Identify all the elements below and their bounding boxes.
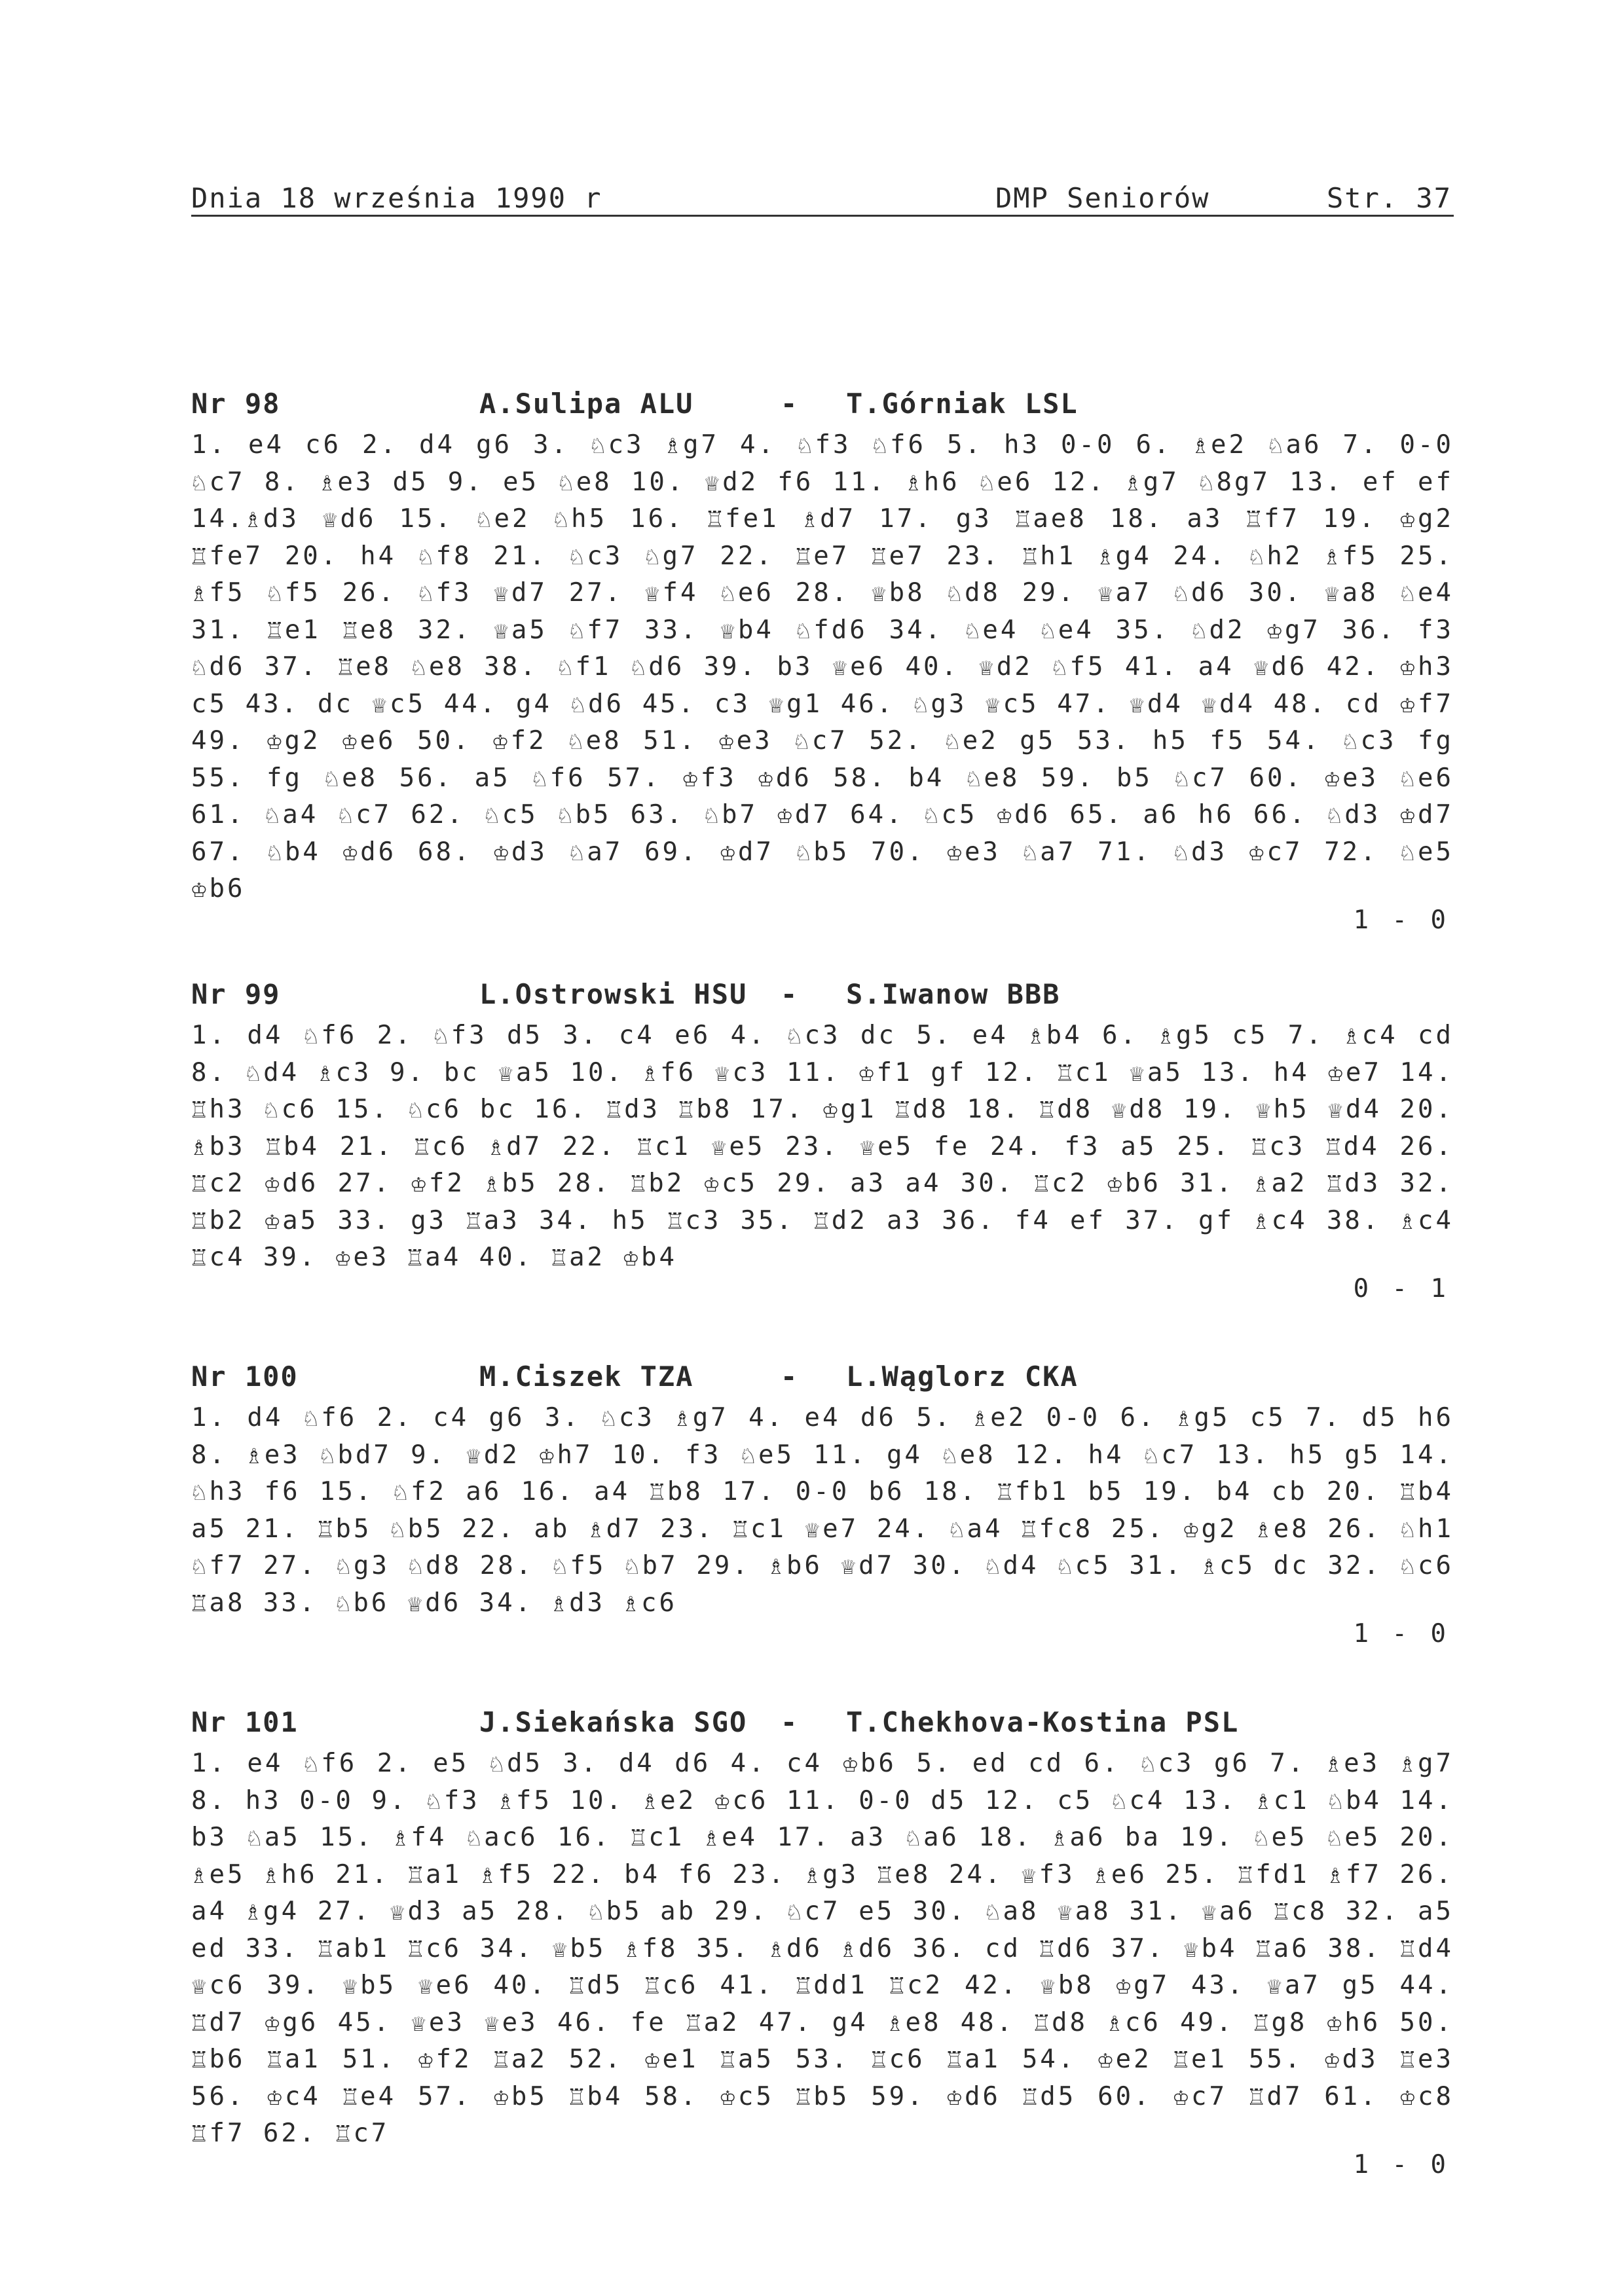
- black-player: L.Wąglorz CKA: [846, 1360, 1079, 1393]
- player-separator: -: [781, 978, 799, 1010]
- white-player: M.Ciszek TZA: [479, 1360, 694, 1393]
- game-moves: 1. e4 ♘f6 2. e5 ♘d5 3. d4 d6 4. c4 ♔b6 5. ed cd 6. ♘c3 g6 7. ♗e3 ♗g7 8. h3 0-0 9. ♘f3 ♗f5 10. ♗e2 ♔c6 11. 0-0 d5 12. c5 ♘c4 13. ♗c1 ♘b4 14. b3 ♘a5 15. ♗f4 ♘ac6 16. ♖c1 ♗e4 17. a3 ♘a6 18. ♗a6 ba 19. ♘e5 ♘e5 20. ♗e5 ♗h6 21. ♖a1 ♗f5 22. b4 f6 23. ♗g3 ♖e8 24. ♕f3 ♗e6 25. ♖fd1 ♗f7 26. a4 ♗g4 27. ♕d3 a5 28. ♘b5 ab 29. ♘c7 e5 30. ♘a8 ♕a8 31. ♕a6 ♖c8 32. a5 ed 33. ♖ab1 ♖c6 34. ♕b5 ♗f8 35. ♗d6 ♗d6 36. cd ♖d6 37. ♕b4 ♖a6 38. ♖d4 ♕c6 39. ♕b5 ♕e6 40. ♖d5 ♖c6 41. ♖dd1 ♖c2 42. ♕b8 ♔g7 43. ♕a7 g5 44. ♖d7 ♔g6 45. ♕e3 ♕e3 46. fe ♖a2 47. g4 ♗e8 48. ♖d8 ♗c6 49. ♖g8 ♔h6 50. ♖b6 ♖a1 51. ♔f2 ♖a2 52. ♔e1 ♖a5 53. ♖c6 ♖a1 54. ♔e2 ♖e1 55. ♔d3 ♖e3 56. ♔c4 ♖e4 57. ♔b5 ♖b4 58. ♔c5 ♖b5 59. ♔d6 ♖d5 60. ♔c7 ♖d7 61. ♔c8 ♖f7 62. ♖c7: [191, 1749, 1454, 2148]
- game-moves: 1. d4 ♘f6 2. ♘f3 d5 3. c4 e6 4. ♘c3 dc 5. e4 ♗b4 6. ♗g5 c5 7. ♗c4 cd 8. ♘d4 ♗c3 9. bc ♕a5 10. ♗f6 ♕c3 11. ♔f1 gf 12. ♖c1 ♕a5 13. h4 ♔e7 14. ♖h3 ♘c6 15. ♘c6 bc 16. ♖d3 ♖b8 17. ♔g1 ♖d8 18. ♖d8 ♕d8 19. ♕h5 ♕d4 20. ♗b3 ♖b4 21. ♖c6 ♗d7 22. ♖c1 ♕e5 23. ♕e5 fe 24. f3 a5 25. ♖c3 ♖d4 26. ♖c2 ♔d6 27. ♔f2 ♗b5 28. ♖b2 ♔c5 29. a3 a4 30. ♖c2 ♔b6 31. ♗a2 ♖d3 32. ♖b2 ♔a5 33. g3 ♖a3 34. h5 ♖c3 35. ♖d2 a3 36. f4 ef 37. gf ♗c4 38. ♗c4 ♖c4 39. ♔e3 ♖a4 40. ♖a2 ♔b4: [191, 1021, 1454, 1272]
- player-separator: -: [781, 388, 799, 420]
- white-player: A.Sulipa ALU: [479, 388, 694, 420]
- game-heading: [191, 1360, 1454, 1397]
- game-result: 1 - 0: [1353, 2149, 1450, 2179]
- game-101: [191, 1706, 1454, 2181]
- page-header: [191, 182, 1454, 217]
- black-player: S.Iwanow BBB: [846, 978, 1061, 1010]
- white-player: J.Siekańska SGO: [479, 1706, 748, 1738]
- game-moves: 1. e4 c6 2. d4 g6 3. ♘c3 ♗g7 4. ♘f3 ♘f6 5. h3 0-0 6. ♗e2 ♘a6 7. 0-0 ♘c7 8. ♗e3 d5 9. e5 ♘e8 10. ♕d2 f6 11. ♗h6 ♘e6 12. ♗g7 ♘8g7 13. ef ef 14.♗d3 ♕d6 15. ♘e2 ♘h5 16. ♖fe1 ♗d7 17. g3 ♖ae8 18. a3 ♖f7 19. ♔g2 ♖fe7 20. h4 ♘f8 21. ♘c3 ♘g7 22. ♖e7 ♖e7 23. ♖h1 ♗g4 24. ♘h2 ♗f5 25. ♗f5 ♘f5 26. ♘f3 ♕d7 27. ♕f4 ♘e6 28. ♕b8 ♘d8 29. ♕a7 ♘d6 30. ♕a8 ♘e4 31. ♖e1 ♖e8 32. ♕a5 ♘f7 33. ♕b4 ♘fd6 34. ♘e4 ♘e4 35. ♘d2 ♔g7 36. f3 ♘d6 37. ♖e8 ♘e8 38. ♘f1 ♘d6 39. b3 ♕e6 40. ♕d2 ♘f5 41. a4 ♕d6 42. ♔h3 c5 43. dc ♕c5 44. g4 ♘d6 45. c3 ♕g1 46. ♘g3 ♕c5 47. ♕d4 ♕d4 48. cd ♔f7 49. ♔g2 ♔e6 50. ♔f2 ♘e8 51. ♔e3 ♘c7 52. ♘e2 g5 53. h5 f5 54. ♘c3 fg 55. fg ♘e8 56. a5 ♘f6 57. ♔f3 ♔d6 58. b4 ♘e8 59. b5 ♘c7 60. ♔e3 ♘e6 61. ♘a4 ♘c7 62. ♘c5 ♘b5 63. ♘b7 ♔d7 64. ♘c5 ♔d6 65. a6 h6 66. ♘d3 ♔d7 67. ♘b4 ♔d6 68. ♔d3 ♘a7 69. ♔d7 ♘b5 70. ♔e3 ♘a7 71. ♘d3 ♔c7 72. ♘e5 ♔b6: [191, 430, 1454, 903]
- game-heading: [191, 1706, 1454, 1743]
- game-heading: [191, 978, 1454, 1015]
- header-page-number: Str. 37: [1327, 182, 1452, 214]
- game-result: 1 - 0: [1353, 1619, 1450, 1649]
- game-number: Nr 100: [191, 1360, 299, 1393]
- black-player: T.Chekhova-Kostina PSL: [846, 1706, 1240, 1738]
- game-moves: 1. d4 ♘f6 2. c4 g6 3. ♘c3 ♗g7 4. e4 d6 5. ♗e2 0-0 6. ♗g5 c5 7. d5 h6 8. ♗e3 ♘bd7 9. ♕d2 ♔h7 10. f3 ♘e5 11. g4 ♘e8 12. h4 ♘c7 13. h5 g5 14. ♘h3 f6 15. ♘f2 a6 16. a4 ♖b8 17. 0-0 b6 18. ♖fb1 b5 19. b4 cb 20. ♖b4 a5 21. ♖b5 ♘b5 22. ab ♗d7 23. ♖c1 ♕e7 24. ♘a4 ♖fc8 25. ♔g2 ♗e8 26. ♘h1 ♘f7 27. ♘g3 ♘d8 28. ♘f5 ♘b7 29. ♗b6 ♕d7 30. ♘d4 ♘c5 31. ♗c5 dc 32. ♘c6 ♖a8 33. ♘b6 ♕d6 34. ♗d3 ♗c6: [191, 1403, 1454, 1618]
- header-date: Dnia 18 września 1990 r: [191, 182, 602, 214]
- game-98: [191, 388, 1454, 937]
- game-result: 1 - 0: [1353, 905, 1450, 935]
- game-number: Nr 101: [191, 1706, 299, 1738]
- game-99: [191, 978, 1454, 1305]
- game-result: 0 - 1: [1353, 1273, 1450, 1303]
- player-separator: -: [781, 1706, 799, 1738]
- game-number: Nr 99: [191, 978, 281, 1010]
- player-separator: -: [781, 1360, 799, 1393]
- black-player: T.Górniak LSL: [846, 388, 1079, 420]
- game-heading: [191, 388, 1454, 424]
- game-number: Nr 98: [191, 388, 281, 420]
- header-event: DMP Seniorów: [995, 182, 1210, 214]
- white-player: L.Ostrowski HSU: [479, 978, 748, 1010]
- game-100: [191, 1360, 1454, 1650]
